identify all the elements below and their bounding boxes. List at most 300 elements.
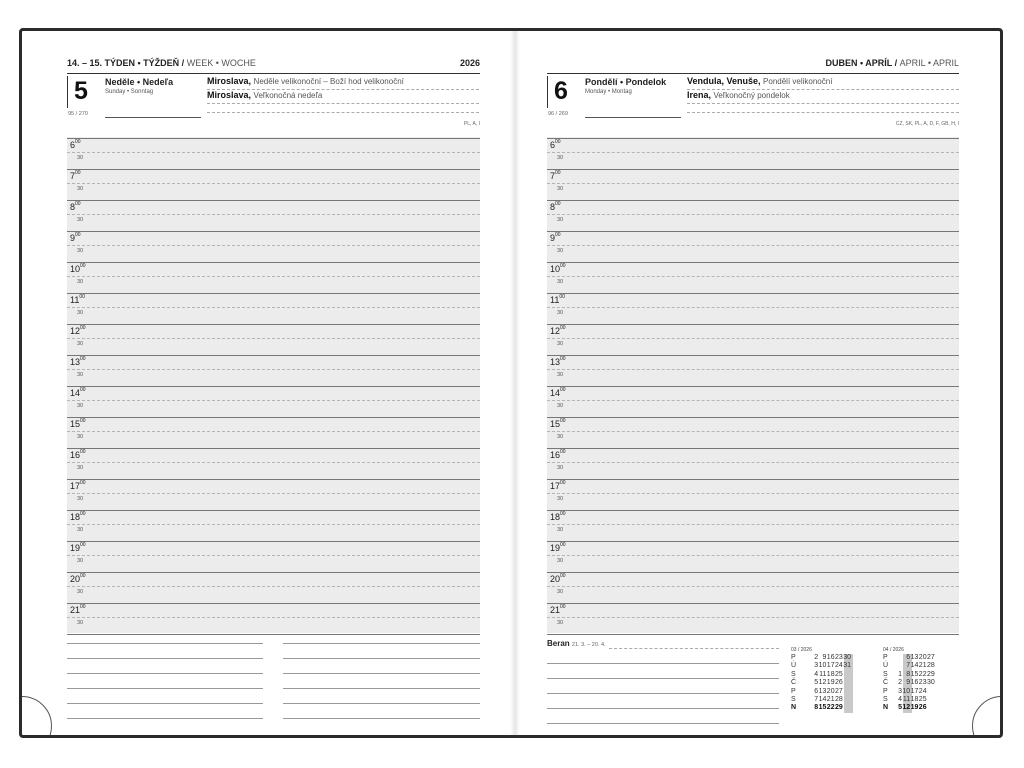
hour-minutes: 00	[79, 294, 85, 300]
name-day-row-blank	[207, 104, 479, 113]
hour-line	[67, 510, 480, 511]
hour-label	[550, 388, 566, 398]
hour-line	[547, 169, 959, 170]
hour-line	[67, 603, 480, 604]
calendar-day: 10	[818, 662, 827, 670]
hour-number: 15	[70, 419, 81, 429]
hour-number: 9	[70, 233, 76, 243]
hour-number: 8	[550, 202, 556, 212]
half-hour-line	[67, 307, 480, 308]
hour-label	[550, 481, 566, 491]
hour-line	[547, 200, 959, 201]
half-hour-label: 30	[77, 527, 84, 533]
half-hour-line	[547, 493, 959, 494]
hour-label	[70, 171, 81, 181]
weekday-label: P	[883, 654, 888, 661]
hour-number: 15	[550, 419, 561, 429]
hour-line	[547, 634, 959, 635]
half-hour-line	[67, 214, 480, 215]
calendar-day: 28	[927, 662, 935, 670]
hour-label	[70, 419, 86, 429]
half-hour-label: 30	[557, 186, 564, 192]
hour-minutes: 00	[560, 387, 566, 393]
hour-minutes: 00	[75, 139, 81, 145]
calendar-day: 5	[814, 679, 819, 687]
hour-label	[550, 605, 566, 615]
hour-line	[547, 417, 959, 418]
calendar-day: 21	[918, 662, 927, 670]
calendar-day: 26	[835, 679, 843, 687]
hour-number: 18	[550, 512, 561, 522]
half-hour-line	[547, 400, 959, 401]
hour-minutes: 00	[80, 387, 86, 393]
half-hour-label: 30	[77, 589, 84, 595]
hour-label	[550, 202, 561, 212]
name-days	[207, 76, 479, 113]
weekday-label: P	[791, 654, 796, 661]
half-hour-label: 30	[77, 465, 84, 471]
hour-minutes: 00	[80, 573, 86, 579]
hour-line	[67, 541, 480, 542]
hour-number: 19	[550, 543, 561, 553]
note-line	[67, 643, 263, 644]
calendar-day: 30	[843, 654, 851, 661]
half-hour-label: 30	[77, 155, 84, 161]
left-page	[67, 31, 480, 735]
half-hour-label: 30	[557, 434, 564, 440]
book-gutter	[510, 31, 520, 735]
half-hour-label: 30	[77, 403, 84, 409]
hour-minutes: 00	[80, 418, 86, 424]
half-hour-label: 30	[77, 341, 84, 347]
hour-label	[70, 574, 86, 584]
note-line	[547, 723, 779, 724]
week-label: 14. – 15. TÝDEN • TÝŽDEŇ /	[67, 58, 185, 68]
note-line	[67, 718, 263, 719]
half-hour-line	[547, 617, 959, 618]
hour-label	[550, 543, 566, 553]
calendar-day: 19	[910, 704, 919, 712]
calendar-day: 24	[835, 662, 843, 670]
name-day-name: Miroslava,	[207, 90, 252, 100]
hour-label	[550, 450, 566, 460]
note-line	[547, 678, 779, 679]
hour-number: 16	[70, 450, 81, 460]
calendar-day: 29	[927, 670, 935, 678]
note-line	[283, 688, 480, 689]
half-hour-label: 30	[557, 155, 564, 161]
calendar-day: 4	[898, 696, 902, 703]
hour-label	[550, 171, 561, 181]
note-line	[283, 643, 480, 644]
hour-line	[547, 572, 959, 573]
hour-number: 8	[70, 202, 76, 212]
day-count: 95 / 270	[68, 111, 88, 117]
hour-number: 12	[550, 326, 561, 336]
hour-minutes: 00	[560, 604, 566, 610]
hour-label	[70, 481, 86, 491]
hour-minutes: 00	[80, 325, 86, 331]
day-underline	[585, 117, 681, 118]
calendar-day: 1	[898, 670, 902, 678]
weekday-label: Č	[791, 679, 797, 687]
mini-calendar-title: 03 / 2026	[791, 647, 812, 653]
half-hour-line	[547, 369, 959, 370]
hour-minutes: 00	[560, 542, 566, 548]
half-hour-label: 30	[557, 527, 564, 533]
calendar-day: 3	[814, 662, 819, 670]
name-day-row	[207, 76, 479, 90]
hour-label	[550, 140, 561, 150]
day-number-box	[67, 76, 100, 108]
day-number: 5	[74, 77, 88, 105]
hour-label	[550, 574, 566, 584]
calendar-day: 9	[906, 679, 911, 687]
hour-label	[70, 295, 85, 305]
calendar-day: 31	[843, 662, 851, 670]
hour-line	[67, 169, 480, 170]
hour-number: 14	[550, 388, 561, 398]
half-hour-line	[547, 462, 959, 463]
half-hour-label: 30	[77, 496, 84, 502]
half-hour-label: 30	[77, 558, 84, 564]
calendar-day: 3	[898, 687, 902, 695]
name-day-row	[687, 90, 959, 104]
name-days	[687, 76, 959, 113]
hour-line	[547, 262, 959, 263]
hour-number: 13	[550, 357, 561, 367]
half-hour-label: 30	[557, 589, 564, 595]
right-header	[547, 56, 959, 74]
hour-number: 20	[70, 574, 81, 584]
hour-minutes: 00	[80, 356, 86, 362]
calendar-day: 17	[910, 687, 919, 695]
hour-minutes: 00	[80, 449, 86, 455]
note-line	[547, 663, 779, 664]
planner-spread	[19, 28, 1003, 738]
hour-line	[547, 479, 959, 480]
half-hour-label: 30	[557, 217, 564, 223]
hour-minutes: 00	[560, 418, 566, 424]
notes-column-2	[283, 639, 480, 729]
half-hour-label: 30	[77, 620, 84, 626]
name-day-row-blank	[687, 104, 959, 113]
calendar-day: 30	[927, 679, 935, 687]
calendar-day: 23	[918, 679, 927, 687]
name-days-countries: CZ, SK, PL, A, D, F, GB, H, I	[895, 121, 959, 127]
month-sub-label: APRIL • APRIL	[899, 58, 959, 68]
half-hour-label: 30	[557, 403, 564, 409]
half-hour-label: 30	[77, 186, 84, 192]
calendar-day: 6	[906, 654, 911, 661]
hour-label	[70, 388, 86, 398]
calendar-day: 20	[918, 654, 927, 661]
calendar-day: 16	[910, 679, 919, 687]
weekday-label: Ú	[791, 662, 797, 670]
hour-label	[70, 512, 86, 522]
note-line	[547, 708, 779, 709]
hour-label	[550, 295, 565, 305]
name-day-text: Veľkonočná nedeľa	[253, 91, 323, 100]
hour-label	[70, 605, 86, 615]
hour-grid-left	[67, 137, 480, 633]
hour-minutes: 00	[75, 170, 81, 176]
note-line	[283, 658, 480, 659]
half-hour-line	[547, 431, 959, 432]
hour-number: 17	[550, 481, 561, 491]
half-hour-line	[547, 524, 959, 525]
hour-line	[67, 417, 480, 418]
hour-line	[67, 262, 480, 263]
half-hour-label: 30	[557, 558, 564, 564]
half-hour-label: 30	[557, 465, 564, 471]
half-hour-label: 30	[557, 620, 564, 626]
note-line	[283, 673, 480, 674]
half-hour-line	[67, 462, 480, 463]
hour-number: 21	[550, 605, 561, 615]
half-hour-line	[67, 369, 480, 370]
calendar-day: 11	[902, 696, 911, 703]
hour-line	[547, 138, 959, 139]
calendar-day: 18	[910, 696, 919, 703]
hour-number: 17	[70, 481, 81, 491]
hour-label	[550, 357, 566, 367]
half-hour-line	[547, 555, 959, 556]
hour-minutes: 00	[560, 263, 566, 269]
half-hour-label: 30	[77, 372, 84, 378]
calendar-day: 22	[826, 704, 835, 712]
hour-label	[550, 233, 561, 243]
half-hour-label: 30	[77, 279, 84, 285]
hour-line	[67, 386, 480, 387]
calendar-day: 25	[835, 670, 843, 678]
name-day-text: Veľkonočný pondelok	[713, 91, 790, 100]
hour-number: 18	[70, 512, 81, 522]
weekday-label: P	[883, 687, 888, 695]
hour-line	[547, 293, 959, 294]
calendar-day: 4	[814, 670, 819, 678]
hour-label	[550, 326, 566, 336]
calendar-day: 11	[819, 670, 827, 678]
note-line	[67, 703, 263, 704]
half-hour-line	[547, 214, 959, 215]
zodiac-dash-line	[609, 648, 779, 649]
hour-label	[70, 202, 81, 212]
half-hour-label: 30	[557, 310, 564, 316]
hour-label	[550, 419, 566, 429]
name-day-row	[207, 90, 479, 104]
hour-line	[67, 200, 480, 201]
hour-line	[547, 386, 959, 387]
corner-cutout-right	[972, 696, 1003, 738]
calendar-day: 10	[902, 687, 911, 695]
calendar-day: 28	[835, 696, 843, 703]
name-days-countries: PL, A, I	[463, 121, 480, 127]
hour-label	[70, 233, 81, 243]
notes-column-1	[67, 639, 263, 729]
hour-number: 6	[550, 140, 556, 150]
day-underline	[105, 117, 201, 118]
note-line	[283, 718, 480, 719]
weekday-label: S	[883, 696, 888, 703]
hour-line	[547, 541, 959, 542]
half-hour-line	[67, 431, 480, 432]
half-hour-line	[547, 586, 959, 587]
hour-minutes: 00	[80, 604, 86, 610]
half-hour-label: 30	[77, 217, 84, 223]
name-day-name: Miroslava,	[207, 76, 252, 86]
half-hour-label: 30	[557, 496, 564, 502]
calendar-day: 21	[826, 696, 835, 703]
note-line	[283, 703, 480, 704]
corner-cutout-left	[19, 696, 52, 738]
calendar-day: 6	[814, 687, 819, 695]
hour-line	[67, 634, 480, 635]
half-hour-line	[547, 152, 959, 153]
calendar-day: 2	[898, 679, 902, 687]
calendar-day: 25	[918, 696, 927, 703]
hour-minutes: 00	[560, 511, 566, 517]
calendar-day: 22	[918, 670, 927, 678]
weekday-label: S	[791, 696, 796, 703]
half-hour-line	[547, 245, 959, 246]
half-hour-line	[67, 183, 480, 184]
name-day-name: Vendula, Venuše,	[687, 76, 761, 86]
hour-line	[67, 138, 480, 139]
half-hour-line	[67, 555, 480, 556]
calendar-day: 2	[814, 654, 819, 661]
hour-line	[67, 324, 480, 325]
hour-minutes: 00	[80, 542, 86, 548]
hour-minutes: 00	[80, 480, 86, 486]
half-hour-line	[67, 276, 480, 277]
half-hour-label: 30	[557, 341, 564, 347]
calendar-day: 20	[826, 687, 835, 695]
mini-calendar-title: 04 / 2026	[883, 647, 904, 653]
left-header	[67, 56, 480, 74]
calendar-day: 18	[826, 670, 835, 678]
note-line	[67, 688, 263, 689]
year-label: 2026	[459, 58, 480, 68]
half-hour-label: 30	[557, 279, 564, 285]
weekday-label: N	[883, 704, 889, 712]
calendar-day: 12	[902, 704, 911, 712]
hour-number: 14	[70, 388, 81, 398]
name-day-name: Irena,	[687, 90, 712, 100]
calendar-day: 19	[826, 679, 835, 687]
calendar-day: 13	[818, 687, 827, 695]
half-hour-line	[547, 307, 959, 308]
hour-number: 11	[550, 295, 560, 305]
hour-number: 20	[550, 574, 561, 584]
hour-minutes: 00	[75, 201, 81, 207]
hour-line	[547, 603, 959, 604]
hour-line	[67, 572, 480, 573]
half-hour-line	[67, 400, 480, 401]
half-hour-line	[547, 338, 959, 339]
hour-line	[67, 355, 480, 356]
hour-label	[550, 512, 566, 522]
hour-minutes: 00	[80, 511, 86, 517]
note-line	[547, 693, 779, 694]
calendar-day: 14	[818, 696, 827, 703]
name-day-row	[687, 76, 959, 90]
hour-number: 6	[70, 140, 76, 150]
day-name: Pondělí • Pondelok	[585, 77, 667, 87]
hour-minutes: 00	[560, 449, 566, 455]
half-hour-label: 30	[77, 434, 84, 440]
hour-line	[67, 448, 480, 449]
half-hour-label: 30	[77, 310, 84, 316]
half-hour-line	[547, 183, 959, 184]
hour-line	[547, 231, 959, 232]
calendar-day: 26	[918, 704, 927, 712]
note-line	[67, 673, 263, 674]
hour-minutes: 00	[560, 480, 566, 486]
hour-line	[67, 479, 480, 480]
calendar-day: 8	[814, 704, 819, 712]
zodiac-sign	[547, 639, 606, 648]
day-name: Neděle • Nedeľa	[105, 77, 174, 87]
calendar-day: 5	[898, 704, 902, 712]
calendar-day: 17	[826, 662, 835, 670]
hour-line	[67, 293, 480, 294]
hour-label	[70, 264, 86, 274]
calendar-day: 15	[818, 704, 827, 712]
zodiac-dates: 21. 3. – 20. 4.	[571, 642, 606, 648]
right-page	[547, 31, 959, 735]
hour-number: 16	[550, 450, 561, 460]
hour-number: 10	[70, 264, 81, 274]
hour-number: 10	[550, 264, 561, 274]
hour-number: 13	[70, 357, 81, 367]
hour-number: 11	[70, 295, 80, 305]
calendar-day: 7	[906, 662, 911, 670]
calendar-day: 15	[910, 670, 919, 678]
half-hour-line	[67, 586, 480, 587]
half-hour-label: 30	[77, 248, 84, 254]
weekday-label: P	[791, 687, 796, 695]
half-hour-line	[67, 152, 480, 153]
hour-label	[550, 264, 566, 274]
weekday-label: Ú	[883, 662, 889, 670]
hour-line	[547, 448, 959, 449]
half-hour-line	[67, 617, 480, 618]
half-hour-line	[67, 493, 480, 494]
hour-grid-right	[547, 137, 959, 633]
hour-line	[547, 510, 959, 511]
hour-minutes: 00	[560, 356, 566, 362]
calendar-day: 27	[835, 687, 843, 695]
calendar-day: 27	[927, 654, 935, 661]
name-day-text: Neděle velikonoční – Boží hod velikonoční	[253, 77, 404, 86]
weekday-label: S	[791, 670, 796, 678]
calendar-day: 24	[918, 687, 927, 695]
hour-minutes: 00	[560, 325, 566, 331]
hour-label	[70, 357, 86, 367]
half-hour-label: 30	[557, 248, 564, 254]
hour-line	[67, 231, 480, 232]
day-name-sub: Sunday • Sonntag	[105, 89, 154, 95]
day-number: 6	[554, 77, 568, 105]
calendar-day: 8	[906, 670, 911, 678]
calendar-day: 23	[835, 654, 843, 661]
hour-minutes: 00	[555, 232, 561, 238]
hour-minutes: 00	[80, 263, 86, 269]
hour-minutes: 00	[559, 294, 565, 300]
hour-minutes: 00	[555, 201, 561, 207]
half-hour-label: 30	[557, 372, 564, 378]
